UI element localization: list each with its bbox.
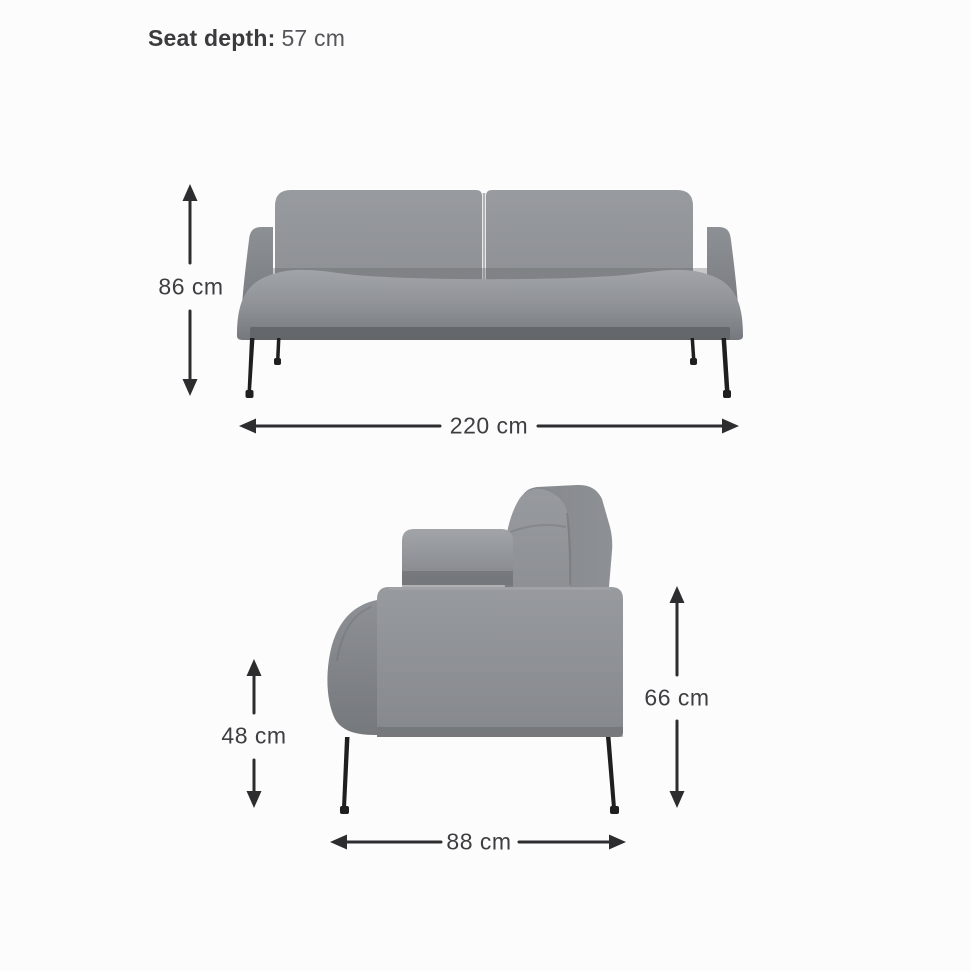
leg-side-front xyxy=(342,737,350,808)
arrowhead-right xyxy=(609,835,626,850)
seat-depth-value: 57 cm xyxy=(281,25,346,51)
leg-rear-right xyxy=(691,338,696,360)
foot-front-left xyxy=(246,390,254,398)
sofa-front-view xyxy=(237,190,743,398)
arrowhead-right xyxy=(722,419,739,434)
arrowhead-left xyxy=(239,419,256,434)
base-rail xyxy=(250,327,730,340)
foot-front-right xyxy=(723,390,731,398)
foot-side-rear xyxy=(610,806,619,814)
side-depth-label: 88 cm xyxy=(446,828,512,855)
seat-depth-label: Seat depth: xyxy=(148,25,276,51)
side-height-label: 66 cm xyxy=(644,684,710,711)
legs-front-view xyxy=(246,338,732,398)
leg-front-left xyxy=(248,338,255,392)
side-seat-height-label: 48 cm xyxy=(221,722,287,749)
near-arm-panel xyxy=(377,587,623,737)
arrowhead-down xyxy=(670,791,685,808)
arrowhead-down xyxy=(247,791,262,808)
leg-rear-left xyxy=(276,338,281,360)
leg-front-right xyxy=(722,338,730,392)
under-arm-shadow xyxy=(402,571,513,587)
leg-side-rear xyxy=(606,737,616,808)
foot-rear-left xyxy=(274,358,281,365)
sofa-side-view xyxy=(327,485,623,814)
legs-side-view xyxy=(340,737,619,814)
foot-rear-right xyxy=(690,358,697,365)
front-width-label: 220 cm xyxy=(449,412,529,439)
panel-bottom-shadow xyxy=(377,727,623,737)
arrowhead-down xyxy=(183,379,198,396)
foot-side-front xyxy=(340,806,349,814)
front-height-label: 86 cm xyxy=(158,273,224,300)
backrest-cushion xyxy=(504,489,570,587)
